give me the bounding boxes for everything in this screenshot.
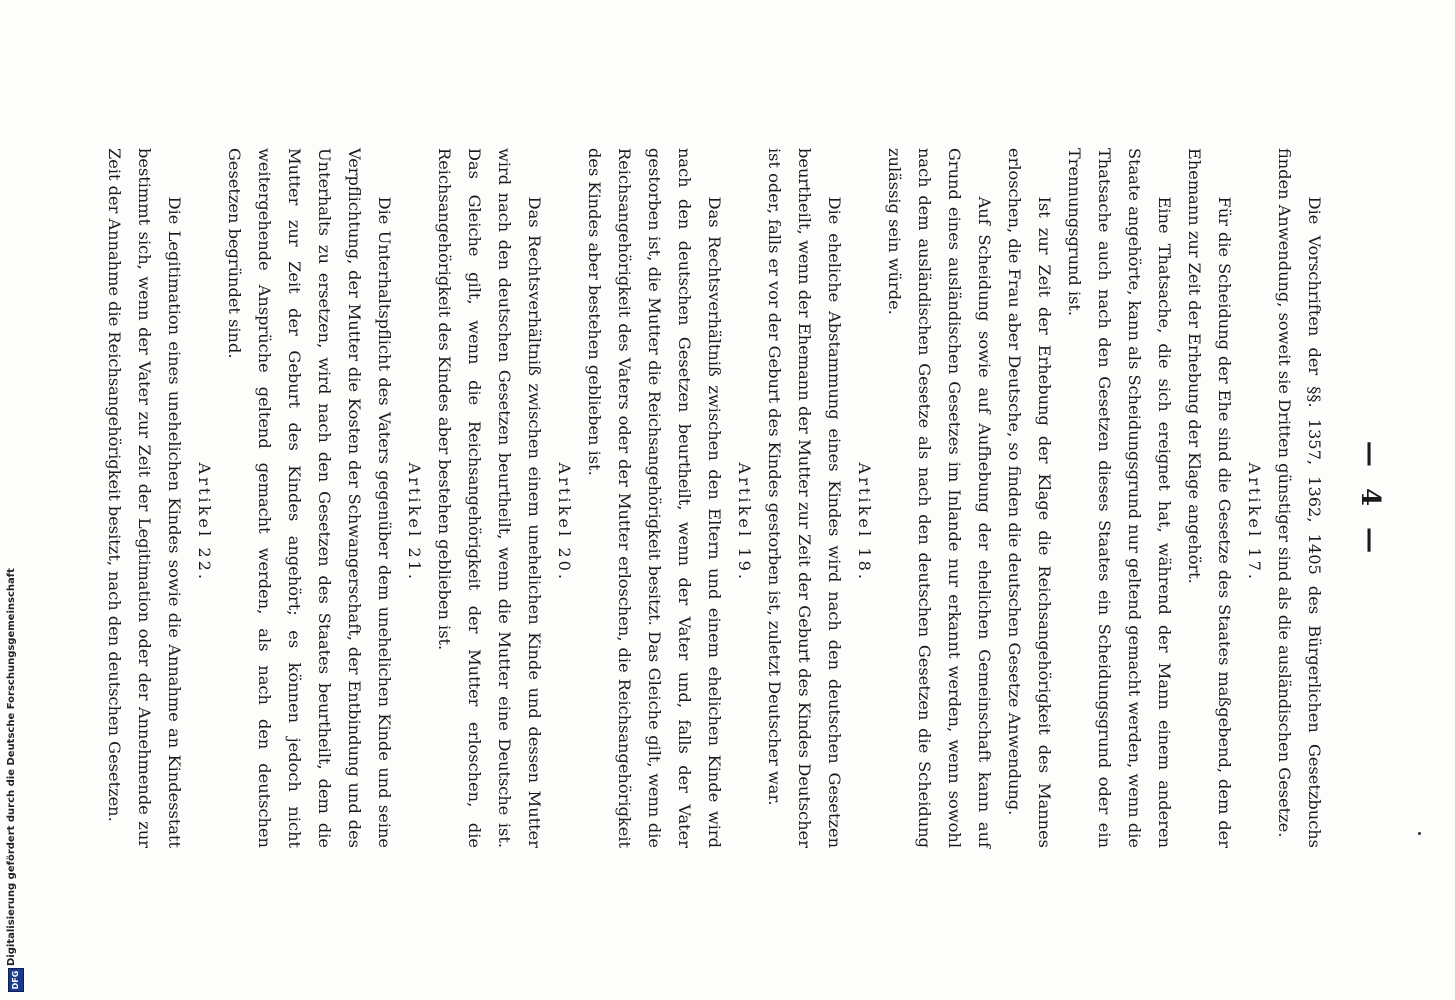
paragraph-intro: Die Vorschriften der §§. 1357, 1362, 1405 des Bürgerlichen Gesetzbuchs finden Anwendung, soweit sie Dritten günstiger sind als die ausländischen Gesetze.: [1275, 148, 1324, 848]
paragraph-18-1: Die eheliche Abstammung eines Kindes wird nach den deutschen Gesetzen beurtheilt, wenn der Ehemann der Mutter zur Zeit der Geburt des Kindes Deutscher ist oder, falls er vor der Geburt des Kindes gestorben ist, zuletzt Deutscher war.: [765, 148, 844, 848]
article-heading-20: Artikel 20.: [555, 462, 574, 583]
paragraph-21-1: Die Unterhaltspflicht des Vaters gegenüber dem unehelichen Kinde und seine Verpflichtung, der Mutter die Kosten der Schwangerschaft, der Entbindung und des Unterhalts zu ersetzen, wird nach den Gesetzen des Staates beurtheilt, dem die Mutter zur Zeit der Geburt des Kindes angehört; es können jedoch nicht weitergehende Ansprüche geltend gemacht werden, als nach den deutschen Gesetzen begründet sind.: [225, 148, 394, 848]
paragraph-19-1: Das Rechtsverhältniß zwischen den Eltern und einem ehelichen Kinde wird nach den deutschen Gesetzen beurtheilt, wenn der Vater und, falls der Vater gestorben ist, die Mutter die Reichsangehörigkeit besitzt. Das Gleiche gilt, wenn die Reichsangehörigkeit des Vaters oder der Mutter erloschen, die Reichsangehörigkeit des Kindes aber bestehen geblieben ist.: [585, 148, 724, 848]
article-heading-19: Artikel 19.: [735, 462, 754, 583]
paragraph-17-1: Für die Scheidung der Ehe sind die Gesetze des Staates maßgebend, dem der Ehemann zur Zeit der Erhebung der Klage angehört.: [1185, 148, 1234, 848]
page-number: — 4 —: [1355, 440, 1385, 560]
paragraph-17-2: Eine Thatsache, die sich ereignet hat, während der Mann einem anderen Staate angehörte, kann als Scheidungsgrund nur geltend gemacht werden, wenn die Thatsache auch nach den Gesetzen dieses Staates ein Scheidungsgrund oder ein Trennungsgrund ist.: [1065, 148, 1174, 848]
article-heading-17: Artikel 17.: [1245, 462, 1264, 583]
digitization-credit: [6, 568, 26, 992]
article-heading-18: Artikel 18.: [855, 462, 874, 583]
article-heading-22: Artikel 22.: [195, 462, 214, 583]
article-heading-21: Artikel 21.: [405, 462, 424, 583]
credit-text: Digitalisierung gefördert durch die Deutsche Forschungsgemeinschaft: [6, 568, 17, 966]
paragraph-22-1: Die Legitimation eines unehelichen Kindes sowie die Annahme an Kindesstatt bestimmt sich, wenn der Vater zur Zeit der Legitimation oder der Annehmende zur Zeit der Annahme die Reichsangehörigkeit besitzt, nach den deutschen Gesetzen.: [105, 148, 184, 848]
document-body: [99, 148, 1329, 848]
paragraph-17-3: Ist zur Zeit der Erhebung der Klage die Reichsangehörigkeit des Mannes erloschen, die Frau aber Deutsche, so finden die deutschen Gesetze Anwendung.: [1005, 148, 1054, 848]
dfg-logo-text: DFG: [11, 970, 20, 990]
scan-speck: [1418, 832, 1421, 835]
paragraph-17-4: Auf Scheidung sowie auf Aufhebung der ehelichen Gemeinschaft kann auf Grund eines ausländischen Gesetzes im Inlande nur erkannt werden, wenn sowohl nach dem ausländischen Gesetze als nach den deutschen Gesetzen die Scheidung zulässig sein würde.: [885, 148, 994, 848]
dfg-logo-icon: [8, 968, 24, 992]
paragraph-20-1: Das Rechtsverhältniß zwischen einem unehelichen Kinde und dessen Mutter wird nach den deutschen Gesetzen beurtheilt, wenn die Mutter eine Deutsche ist. Das Gleiche gilt, wenn die Reichsangehörigkeit der Mutter erloschen, die Reichsangehörigkeit des Kindes aber bestehen geblieben ist.: [435, 148, 544, 848]
